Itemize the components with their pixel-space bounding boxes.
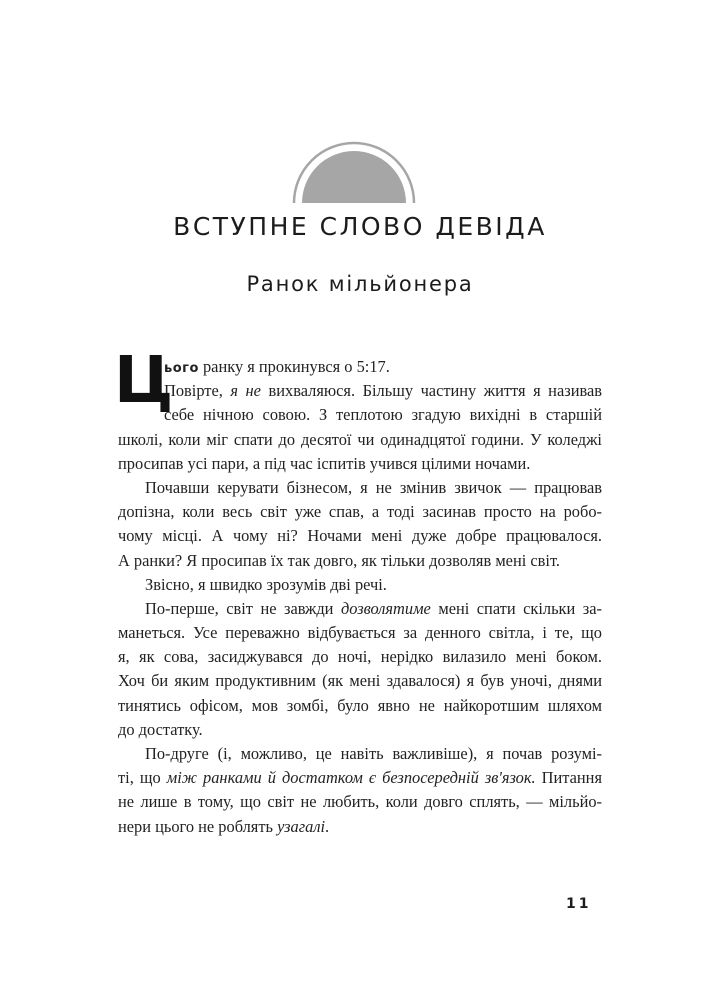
text-line: Звісно, я швидко зрозумів дві речі. (145, 574, 387, 594)
text-line: ього ранку я прокинувся о 5:17. (164, 357, 390, 376)
text-line: я, як сова, засиджувався до ночі, нерідко вилазило мені боком. (118, 647, 602, 667)
text-line: По-друге (і, можливо, це навіть важливіше), я почав розумі- (145, 744, 602, 763)
text-line: Хоч би яким продуктивним (як мені здавалося) я був уночі, днями (118, 671, 602, 691)
text-line: школі, коли міг спати до десятої чи одинадцятої години. У коледжі (118, 429, 602, 449)
text-line: ті, що між ранками й достатком є безпосередній зв'язок. Питання (118, 768, 602, 788)
page-number: 11 (566, 896, 592, 912)
text-line: до достатку. (118, 719, 203, 739)
text-line: не лише в тому, що світ не любить, коли довго сплять, — мільйо- (118, 792, 602, 812)
text-line: себе нічною совою. З теплотою згадую вихідні в старшій (164, 405, 602, 425)
text-line: Почавши керувати бізнесом, я не змінив звичок — працював (145, 477, 602, 497)
text-line: чому місці. А чому ні? Ночами мені дуже добре працювалося. (118, 526, 602, 546)
chapter-subtitle: Ранок мільйонера (246, 272, 474, 296)
text-line: По-перше, світ не завжди дозволятиме мені спати скільки за- (145, 598, 602, 618)
text-line: нери цього не роблять узагалі. (118, 816, 330, 836)
text-line: А ранки? Я просипав їх так довго, як тільки дозволяв мені світ. (118, 550, 560, 570)
lead-in: ього (164, 361, 199, 376)
drop-cap: Ц (114, 344, 174, 418)
chapter-emblem-half-circle-icon (291, 139, 417, 205)
text-line: Повірте, я не вихваляюся. Більшу частину життя я називав (164, 381, 603, 401)
chapter-title: ВСТУПНЕ СЛОВО ДЕВІДА (173, 212, 547, 241)
body-text (114, 344, 603, 839)
text-line: допізна, коли весь світ уже спав, а тоді засинав просто на робо- (118, 502, 602, 522)
text-line: манеться. Усе переважно відбувається за денного світла, і те, що (118, 623, 602, 643)
text-line: просипав усі пари, а під час іспитів учився цілими ночами. (118, 453, 531, 473)
text-line: тинятись офісом, мов зомбі, було явно не найкоротшим шляхом (118, 695, 602, 715)
